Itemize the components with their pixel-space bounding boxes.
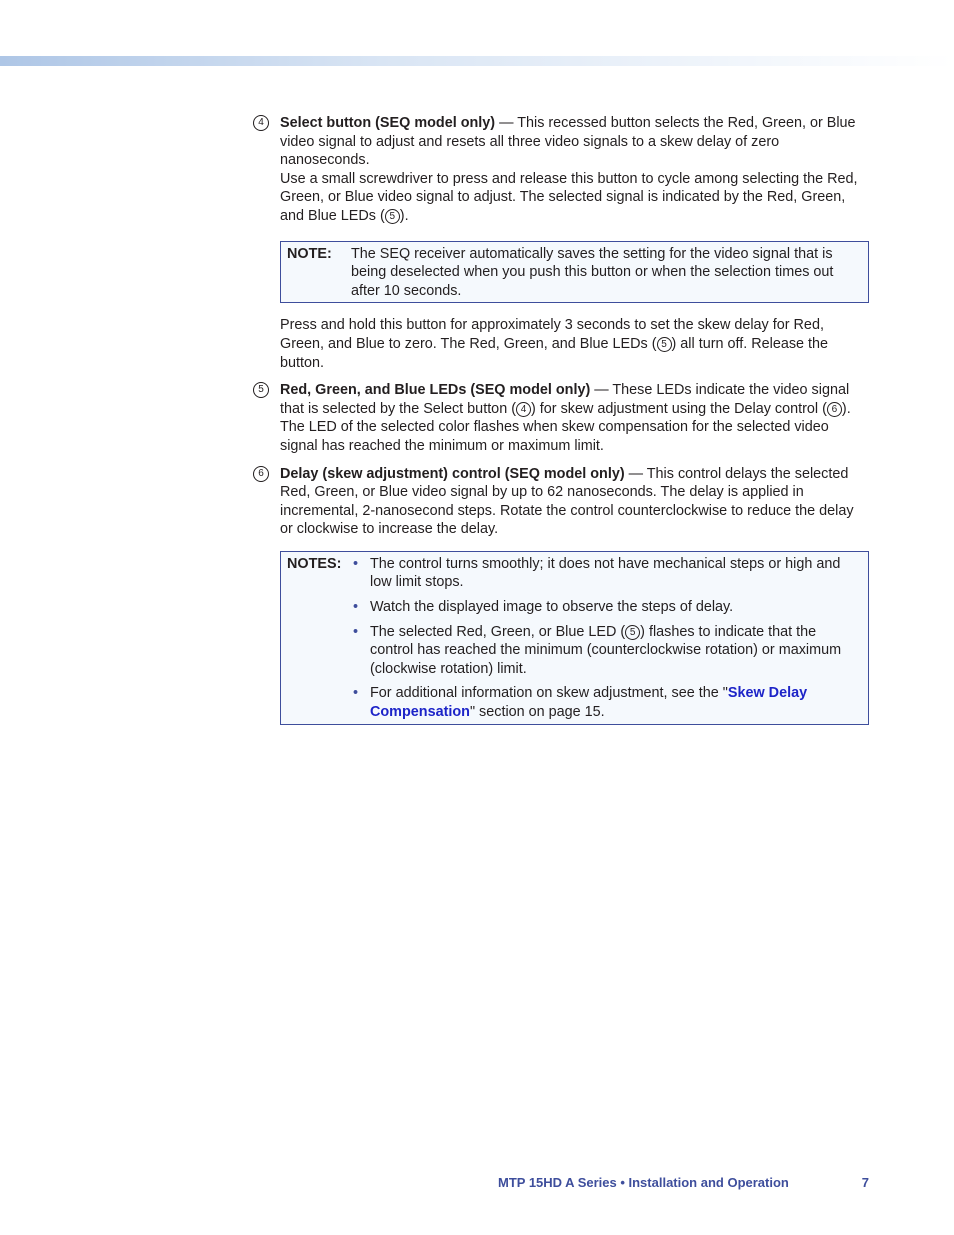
item-text: ) for skew adjustment using the Delay control (	[530, 400, 827, 417]
item-select-button	[253, 114, 869, 226]
list-item-text: " section on page 15.	[469, 704, 605, 721]
notes-list	[351, 555, 862, 722]
item-text: — This recessed button selects the Red, Green, or Blue video signal to adjust and resets all three video signals to a skew delay of zero nanoseconds.	[280, 115, 856, 169]
item-text: ). The LED of the selected color flashes when skew compensation for the selected video signal has reached the minimum or maximum limit.	[280, 400, 851, 454]
item-text: — This control delays the selected Red, Green, or Blue video signal by up to 62 nanoseconds. The delay is applied in incremental, 2-nanosecond steps. Rotate the control counterclockwise to reduce the delay or clockwise to increase the delay.	[280, 465, 854, 538]
list-item	[351, 598, 862, 617]
list-item	[351, 684, 862, 721]
item-text: Use a small screwdriver to press and release this button to cycle among selecting the Red, Green, or Blue video signal to adjust. The selected signal is indicated by the Red, Green, and Blue LEDs (	[280, 170, 858, 224]
list-item	[351, 555, 862, 592]
page-number: 7	[861, 1175, 869, 1190]
note-text: The SEQ receiver automatically saves the setting for the video signal that is being deselected when you push this button or when the selection times out after 10 seconds.	[351, 245, 834, 299]
note-label: NOTE:	[287, 245, 332, 262]
bullet-icon: •	[353, 623, 359, 640]
page-content	[253, 114, 869, 738]
header-gradient-band	[0, 56, 954, 66]
bullet-icon: •	[353, 555, 359, 572]
list-item-text: The selected Red, Green, or Blue LED (	[370, 623, 626, 640]
callout-ref-icon: 5	[385, 209, 400, 224]
bullet-icon: •	[353, 599, 359, 616]
list-item-text: For additional information on skew adjustment, see the "	[370, 685, 728, 702]
item-paragraph-2	[280, 170, 869, 226]
item-paragraph	[280, 114, 869, 170]
list-item-text: The control turns smoothly; it does not have mechanical steps or high and low limit stops.	[370, 555, 841, 591]
paragraph	[280, 316, 869, 372]
callout-ref-icon: 5	[657, 337, 672, 352]
item-text: ).	[399, 207, 409, 224]
item-paragraph	[280, 465, 869, 539]
note-box	[280, 241, 869, 304]
skew-delay-compensation-link[interactable]: Skew Delay Compensation	[370, 685, 808, 721]
callout-number-icon: 5	[253, 382, 269, 398]
callout-ref-icon: 6	[827, 402, 842, 417]
callout-ref-icon: 5	[625, 625, 640, 640]
footer-title: MTP 15HD A Series • Installation and Operation	[498, 1175, 789, 1190]
item-rgb-leds	[253, 381, 869, 455]
item-delay-control	[253, 465, 869, 539]
bullet-icon: •	[353, 685, 359, 702]
item-title: Red, Green, and Blue LEDs (SEQ model only)	[280, 382, 591, 399]
callout-ref-icon: 4	[516, 402, 531, 417]
press-hold-paragraph	[253, 316, 869, 372]
item-paragraph	[280, 381, 869, 455]
notes-label: NOTES:	[287, 555, 342, 572]
notes-box	[280, 551, 869, 725]
list-item-text: Watch the displayed image to observe the steps of delay.	[370, 599, 734, 616]
item-text: — These LEDs indicate the video signal that is selected by the Select button (	[280, 382, 850, 417]
paragraph-text: ) all turn off. Release the button.	[280, 335, 829, 371]
paragraph-text: Press and hold this button for approximately 3 seconds to set the skew delay for Red, Green, and Blue to zero. The Red, Green, and Blue LEDs (	[280, 317, 824, 352]
item-title: Delay (skew adjustment) control (SEQ model only)	[280, 465, 625, 482]
callout-number-icon: 6	[253, 466, 269, 482]
list-item	[351, 623, 862, 679]
callout-number-icon: 4	[253, 115, 269, 131]
list-item-text: ) flashes to indicate that the control has reached the minimum (counterclockwise rotation) or maximum (clockwise rotation) limit.	[370, 623, 842, 677]
item-title: Select button (SEQ model only)	[280, 115, 496, 131]
